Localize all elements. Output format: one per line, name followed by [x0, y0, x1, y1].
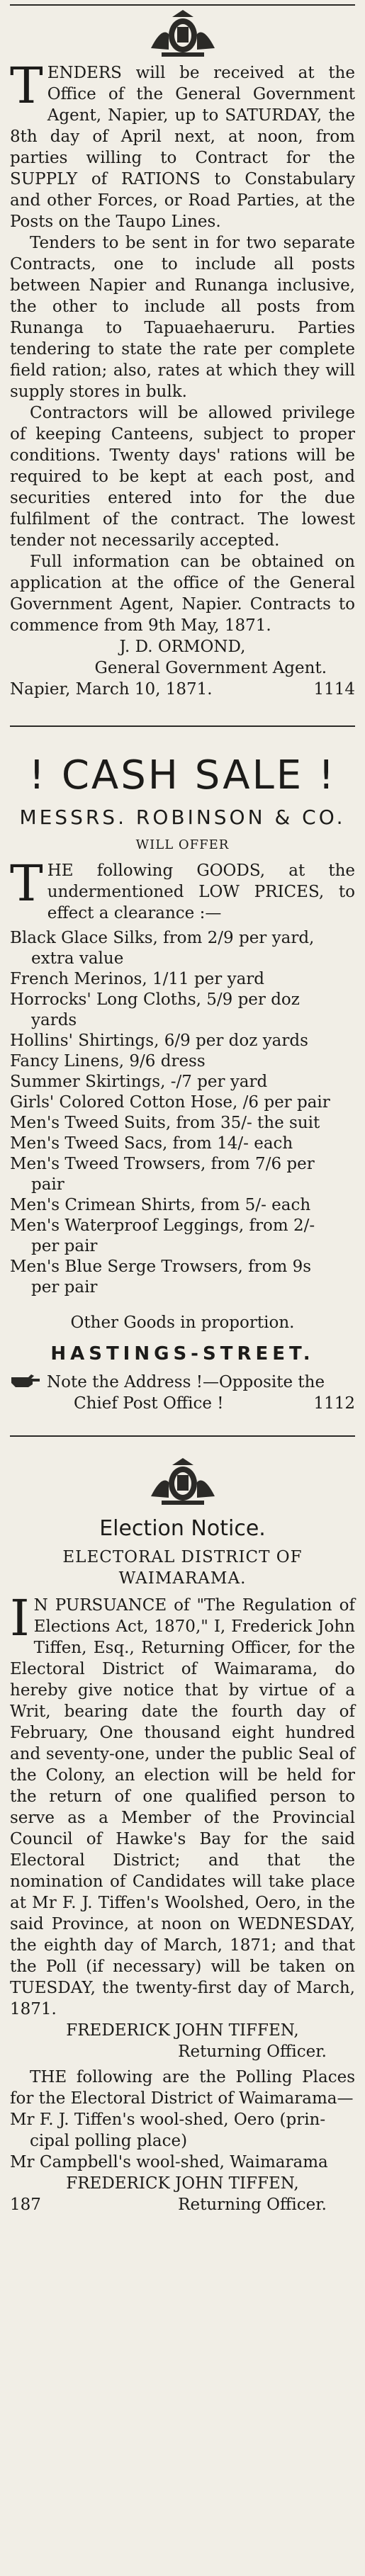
goods-item: [10, 1113, 355, 1134]
goods-item: [10, 969, 355, 990]
goods-item-text: Men's Waterproof Leggings, from 2/-: [10, 1216, 315, 1235]
goods-item: [10, 1216, 355, 1257]
pointing-hand-icon: [10, 1372, 41, 1390]
goods-item-text: Men's Blue Serge Trowsers, from 9s: [10, 1258, 312, 1276]
ad1-paragraph-2: Tenders to be sent in for two separate Contracts, one to include all posts between Napier and Runanga inclusive, the other to include all posts from Runanga to Tapuaehaeruru. Parties tendering to state the rate per complete field ration; also, rates at which they will supply stores in bulk.: [10, 234, 355, 401]
goods-item: [10, 1092, 355, 1113]
goods-item-continuation: yards: [31, 1011, 77, 1029]
goods-item-text: Girls' Colored Cotton Hose, /6 per pair: [10, 1093, 330, 1112]
ad1-footer: [10, 679, 355, 700]
ad1-dropcap: T: [10, 57, 43, 115]
ad1-signer-title: General Government Agent.: [94, 659, 327, 677]
polling-place-1-cont: cipal polling place): [30, 2132, 188, 2150]
goods-item: [10, 1031, 355, 1051]
street-name: HASTINGS-STREET.: [50, 1343, 315, 1365]
ad1-signer: J. D. ORMOND,: [119, 638, 246, 656]
ad1-paragraph-4: Full information can be obtained on application at the office of the General Government Agent, Napier. Contracts to commence from 9th May, 1871.: [10, 553, 355, 635]
election-body: [10, 1589, 355, 2020]
address-note-2: [10, 1393, 355, 1414]
election-signer-1-title: Returning Officer.: [178, 2043, 327, 2061]
address-note-line-2: Chief Post Office !: [74, 1394, 224, 1413]
goods-list: [0, 928, 365, 1298]
polling-place-1: Mr F. J. Tiffen's wool-shed, Oero (prin-: [10, 2111, 326, 2129]
ad2-intro: [10, 854, 355, 924]
ad1-paragraph-3: Contractors will be allowed privilege of keeping Canteens, subject to proper conditions. Twenty days' rations will be required to be kept at each post, and securities entered into for the due fulfilment of the contract. The lowest tender not necessarily accepted.: [10, 404, 355, 550]
goods-item-continuation: pair: [31, 1175, 64, 1194]
goods-item: [10, 1257, 355, 1298]
goods-item: [10, 990, 355, 1031]
goods-item-text: Men's Tweed Sacs, from 14/- each: [10, 1134, 293, 1153]
goods-item: [10, 1134, 355, 1154]
goods-item-text: Black Glace Silks, from 2/9 per yard,: [10, 929, 315, 947]
goods-item-text: French Merinos, 1/11 per yard: [10, 970, 265, 988]
goods-item-continuation: extra value: [31, 949, 124, 968]
other-goods-note: Other Goods in proportion.: [70, 1314, 295, 1332]
goods-item-text: Men's Tweed Suits, from 35/- the suit: [10, 1114, 320, 1132]
ad2-intro-text: HE following GOODS, at the undermentioned LOW PRICES, to effect a clearance :—: [47, 862, 355, 922]
royal-crest-icon-2: [144, 1454, 222, 1510]
goods-item-text: Fancy Linens, 9/6 dress: [10, 1052, 206, 1070]
royal-crest-icon: [144, 6, 222, 62]
ad1-body: [10, 57, 355, 232]
election-signer-2-title: Returning Officer.: [178, 2196, 327, 2214]
electoral-district: ELECTORAL DISTRICT OF WAIMARAMA.: [62, 1548, 303, 1588]
election-signer-1: FREDERICK JOHN TIFFEN,: [66, 2021, 299, 2040]
ad3-reference: 187: [10, 2196, 41, 2214]
goods-item-text: Men's Tweed Trowsers, from 7/6 per: [10, 1155, 315, 1173]
goods-item: [10, 1051, 355, 1072]
goods-item: [10, 1154, 355, 1195]
election-title: Election Notice.: [99, 1516, 266, 1541]
goods-item-text: Hollins' Shirtings, 6/9 per doz yards: [10, 1032, 308, 1050]
goods-item: [10, 1195, 355, 1216]
goods-item-continuation: per pair: [31, 1278, 98, 1297]
goods-item-text: Men's Crimean Shirts, from 5/- each: [10, 1196, 311, 1214]
polling-intro: THE following are the Polling Places for the Electoral District of Waimarama—: [10, 2068, 355, 2108]
goods-item: [10, 928, 355, 969]
ad1-first-paragraph: ENDERS will be received at the Office of the General Government Agent, Napier, up to SATURDAY, the 8th day of April next, at noon, from parties willing to Contract for the SUPPLY of RATIONS to Constabulary and other Forces, or Road Parties, at the Posts on the Taupo Lines.: [10, 64, 355, 231]
goods-item-text: Horrocks' Long Cloths, 5/9 per doz: [10, 990, 300, 1009]
ad1-place-date: Napier, March 10, 1871.: [10, 680, 213, 699]
goods-item-continuation: per pair: [31, 1237, 98, 1255]
election-body-text: N PURSUANCE of "The Regulation of Elections Act, 1870," I, Frederick John Tiffen, Esq., Returning Officer, for the Electoral District of Waimarama, do hereby give notice that by virtue of a Writ, bearing date the fourth day of February, One thousand eight hundred and seventy-one, under the public Seal of the Colony, an election will be held for the return of one qualified person to serve as a Member of the Provincial Council of Hawke's Bay for the said Electoral District; and that the nomination of Candidates will take place at Mr F. J. Tiffen's Woolshed, Oero, in the said Province, at noon on WEDNESDAY, the eighth day of March, 1871; and that the Poll (if necessary) will be taken on TUESDAY, the twenty-first day of March, 1871.: [10, 1596, 355, 2018]
goods-item-text: Summer Skirtings, -/7 per yard: [10, 1073, 268, 1091]
ad2-dropcap: T: [10, 854, 43, 913]
polling-place-2: Mr Campbell's wool-shed, Waimarama: [10, 2153, 328, 2171]
goods-item: [10, 1072, 355, 1092]
cash-sale-headline: ! CASH SALE !: [28, 752, 337, 798]
address-note: [10, 1372, 355, 1393]
address-note-line-1: Note the Address !—Opposite the: [47, 1373, 325, 1391]
ad1-reference: 1114: [313, 680, 355, 699]
will-offer-label: WILL OFFER: [135, 837, 230, 852]
ad3-dropcap: I: [10, 1589, 30, 1647]
election-signer-2: FREDERICK JOHN TIFFEN,: [66, 2174, 299, 2193]
ad2-reference: 1112: [313, 1394, 355, 1413]
ad3-footer: [10, 2194, 355, 2215]
firm-name: MESSRS. ROBINSON & CO.: [19, 806, 346, 829]
